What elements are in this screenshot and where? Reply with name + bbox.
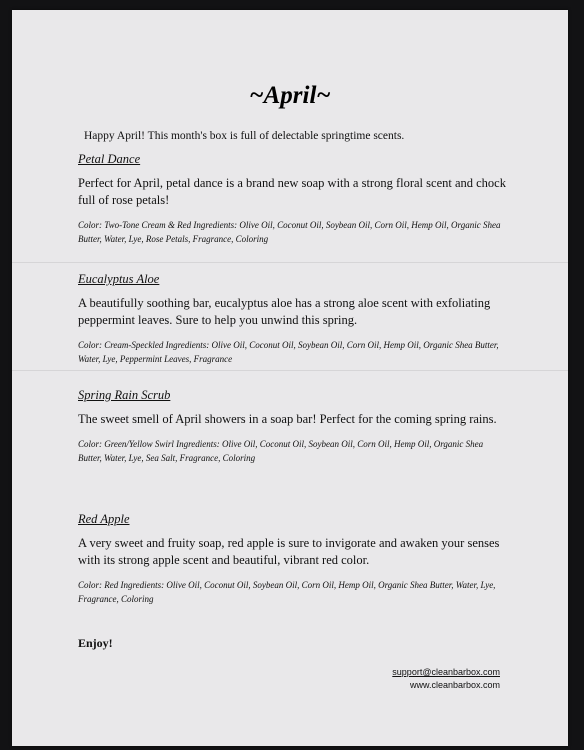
product-heading: Red Apple — [78, 512, 130, 526]
letter-title: ~April~ — [249, 82, 331, 109]
product-ingredients: Color: Green/Yellow Swirl Ingredients: Olive Oil, Coconut Oil, Soybean Oil, Corn Oil, Hemp Oil, Organic Shea Butter, Water, Lye, Sea Salt, Fragrance, Coloring — [78, 439, 484, 463]
fold-line — [12, 370, 568, 371]
product-ingredients: Color: Cream-Speckled Ingredients: Olive Oil, Coconut Oil, Soybean Oil, Corn Oil, Hemp Oil, Organic Shea Butter, Water, Lye, Peppermint Leaves, Fragrance — [78, 340, 499, 364]
fold-line — [12, 262, 568, 263]
product-heading: Eucalyptus Aloe — [78, 272, 160, 286]
product-description: The sweet smell of April showers in a soap bar! Perfect for the coming spring rains. — [78, 412, 497, 426]
product-description: A beautifully soothing bar, eucalyptus aloe has a strong aloe scent with exfoliating peppermint leaves. Sure to help you unwind this spring. — [78, 296, 491, 327]
product-ingredients: Color: Two-Tone Cream & Red Ingredients: Olive Oil, Coconut Oil, Soybean Oil, Corn Oil, Hemp Oil, Organic Shea Butter, Water, Lye, Rose Petals, Fragrance, Coloring — [78, 220, 501, 244]
product-section-red-apple — [78, 512, 508, 606]
letter-sheet — [12, 10, 568, 746]
support-email-link[interactable]: support@cleanbarbox.com — [392, 667, 500, 677]
intro-text: Happy April! This month's box is full of delectable springtime scents. — [84, 130, 405, 142]
product-section-petal-dance — [78, 152, 508, 246]
product-ingredients: Color: Red Ingredients: Olive Oil, Coconut Oil, Soybean Oil, Corn Oil, Hemp Oil, Organic Shea Butter, Water, Lye, Fragrance, Coloring — [78, 580, 496, 604]
product-heading: Spring Rain Scrub — [78, 388, 171, 402]
product-section-eucalyptus-aloe — [78, 272, 508, 366]
product-description: Perfect for April, petal dance is a brand new soap with a strong floral scent and chock full of rose petals! — [78, 176, 506, 207]
contact-block — [392, 666, 500, 692]
product-heading: Petal Dance — [78, 152, 141, 166]
product-description: A very sweet and fruity soap, red apple is sure to invigorate and awaken your senses with its strong apple scent and beautiful, vibrant red color. — [78, 536, 500, 567]
closing-text: Enjoy! — [78, 636, 113, 650]
product-section-spring-rain-scrub — [78, 388, 508, 465]
website-link[interactable]: www.cleanbarbox.com — [409, 680, 500, 690]
